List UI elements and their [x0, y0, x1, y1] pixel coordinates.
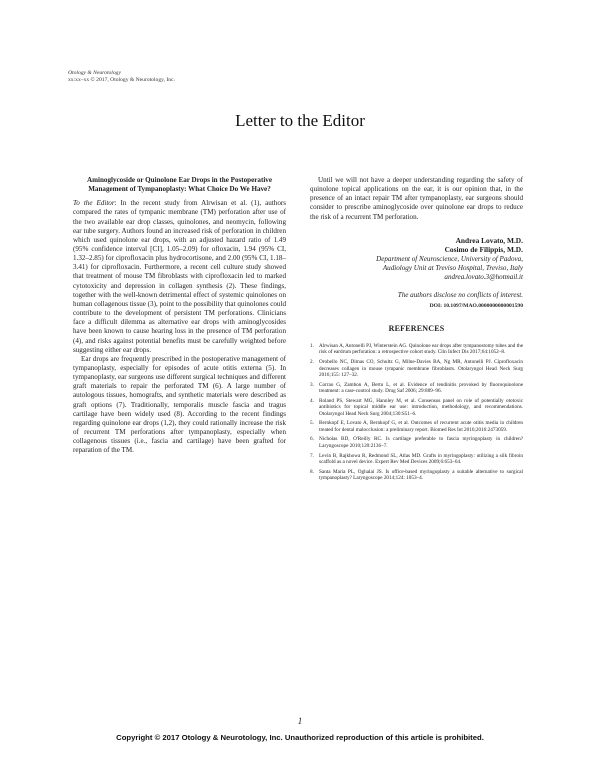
- reference-item: [310, 420, 523, 433]
- salutation: To the Editor: [73, 199, 115, 208]
- reference-item: [310, 398, 523, 418]
- affiliation-line: Department of Neuroscience, University of Padova,: [376, 254, 523, 263]
- reference-text: Santa Maria PL, Oghalai JS. Is office-based myringoplasty a suitable alternative to surgical tympanoplasty? Laryngoscope 2014;124: 1053–4.: [319, 468, 523, 482]
- reference-item: [310, 359, 523, 379]
- reference-text: Corrao G, Zambon A, Bertu L, et al. Evidence of tendinitis provoked by fluoroquinolone treatment: a case-control study. Drug Saf 2006; 29:889–96.: [319, 381, 523, 395]
- reference-text: Nicholas BD, O'Reilly RC. Is cartilage preferable to fascia myringoplasty in children? Laryngoscope 2010;120:2136–7.: [319, 436, 523, 449]
- signature-block: [310, 236, 523, 283]
- author-email: andrea.lovato.3@hotmail.it: [444, 273, 523, 282]
- page-title: Letter to the Editor: [235, 111, 365, 130]
- author-name: Andrea Lovato, M.D.: [455, 235, 523, 245]
- author-name: Cosimo de Filippis, M.D.: [444, 245, 523, 255]
- article-title: Aminoglycoside or Quinolone Ear Drops in the Postoperative Management of Tympanoplasty: What Choice Do We Have?: [86, 176, 273, 193]
- reference-item: [310, 343, 523, 356]
- paragraph-1: [73, 199, 286, 355]
- paragraph-2: Ear drops are frequently prescribed in the postoperative management of tympanoplasty, especially for episodes of acute otitis externa (5). In tympanoplasty, ear surgeons use different surgical techniques and different graft materials to repair the perforated TM (6). A large number of autologous tissues, homografts, and synthetic materials were described as graft options (7). Traditionally, temporalis muscle fascia and tragus cartilage have been widely used (8). According to the recent findings regarding quinolone ear drops (1,2), they could rationally increase the risk of recurrent TM perforations after tympanoplasty, especially when collagenous tissues (i.e., fascia and cartilage) have been grafted for reparation of the TM.: [73, 354, 286, 455]
- reference-number: 4.: [310, 397, 314, 404]
- reference-item: [310, 436, 523, 449]
- reference-number: 8.: [310, 468, 314, 475]
- left-column: [73, 176, 286, 456]
- journal-name: Otology & Neurotology: [68, 70, 121, 76]
- reference-number: 7.: [310, 452, 314, 459]
- reference-text: Alrwisan A, Antonelli PJ, Winterstein AG. Quinolone ear drops after tympanostomy tubes and the risk of eardrum perforation: a retrospective cohort study. Clin Infect Dis 2017;64:1052–8.: [319, 342, 523, 356]
- reference-list: [310, 343, 523, 482]
- reference-text: Levin B, Rajkhowa R, Redmond SL, Atlas MD. Grafts in myringoplasty: utilizing a silk fibroin scaffold as a novel device. Expert Rev Med Devices 2009;6:653–64.: [319, 452, 523, 466]
- affiliation-line: Audiology Unit at Treviso Hospital, Treviso, Italy: [382, 263, 523, 272]
- journal-citation: xx:xx–xx © 2017, Otology & Neurotology, Inc.: [68, 77, 175, 83]
- reference-number: 2.: [310, 358, 314, 365]
- reference-text: Roland PS, Stewart MG, Hannley M, et al. Consensus panel on role of potentially ototoxic antibiotics for topical middle ear use: introduction, methodology, and recommendations. Otolaryngol Head Neck Surg 2004;130:S51–6.: [319, 397, 523, 417]
- running-header: [68, 70, 175, 84]
- references-heading: REFERENCES: [388, 323, 445, 333]
- conflict-statement: The authors disclose no conflicts of interest.: [397, 291, 523, 300]
- reference-text: Bernkopf E, Lovato A, Bernkopf G, et al. Outcomes of recurrent acute otitis media in children treated for dental malocclusion: a preliminary report. Biomed Res Int 2016;2016:2473059.: [319, 420, 523, 433]
- reference-number: 5.: [310, 420, 314, 427]
- reference-number: 6.: [310, 436, 314, 443]
- page-number: 1: [297, 716, 303, 726]
- doi: DOI: 10.1097/MAO.0000000000001590: [429, 302, 523, 309]
- reference-item: [310, 469, 523, 482]
- paragraph-3: Until we will not have a deeper understanding regarding the safety of quinolone topical applications on the ear, it is our opinion that, in the presence of an intact repair TM after tympanoplasty, ear surgeons should consider to prescribe aminoglycoside over quinolone ear drops to reduce the risk of a recurrent TM perforation.: [310, 176, 523, 221]
- reference-item: [310, 453, 523, 466]
- right-column: [310, 176, 523, 485]
- reference-item: [310, 382, 523, 395]
- copyright-footer: Copyright © 2017 Otology & Neurotology, Inc. Unauthorized reproduction of this article is prohibited.: [116, 733, 484, 742]
- reference-number: 1.: [310, 342, 314, 349]
- paragraph-1-text: : In the recent study from Alrwisan et al. (1), authors compared the rates of tympanic membrane (TM) perforation after use of the two available ear drop classes, quinolones, and neomycin, following ear tube surgery. Authors found an increased risk of perforation in children which used quinolone ear drops, with an adjusted hazard ratio of 1.49 (95% confidence interval [CI], 1.05–2.09) for ofloxacin, 1.94 (95% CI, 1.32–2.85) for ciprofloxacin plus hydrocortisone, and 2.00 (95% CI, 1.18–3.41) for ciprofloxacin. Furthermore, a recent cell culture study showed that treatment of mouse TM fibroblasts with ciprofloxacin led to marked cytotoxicity and depression in collagen synthesis (2). These findings, together with the well-known detrimental effect of systemic quinolones on human collagenous tissue (3), point to the possibility that quinolones could contribute to the development of persistent TM perforations. Clinicians face a difficult dilemma as alternative ear drops with aminoglycosides have been known to cause hearing loss in the presence of TM perforation (4), and risks against potential benefits must be carefully weighted before suggesting either ear drops.: [73, 199, 287, 354]
- reference-number: 3.: [310, 381, 314, 388]
- reference-text: Orobello NC, Dimas CO, Schultz G, Milne-Davies BA, Ng MR, Antonelli PJ. Ciprofloxacin decreases collagen in mouse tympanic membrane fibroblasts. Otolaryngol Head Neck Surg 2016;155: 127–32.: [319, 358, 523, 379]
